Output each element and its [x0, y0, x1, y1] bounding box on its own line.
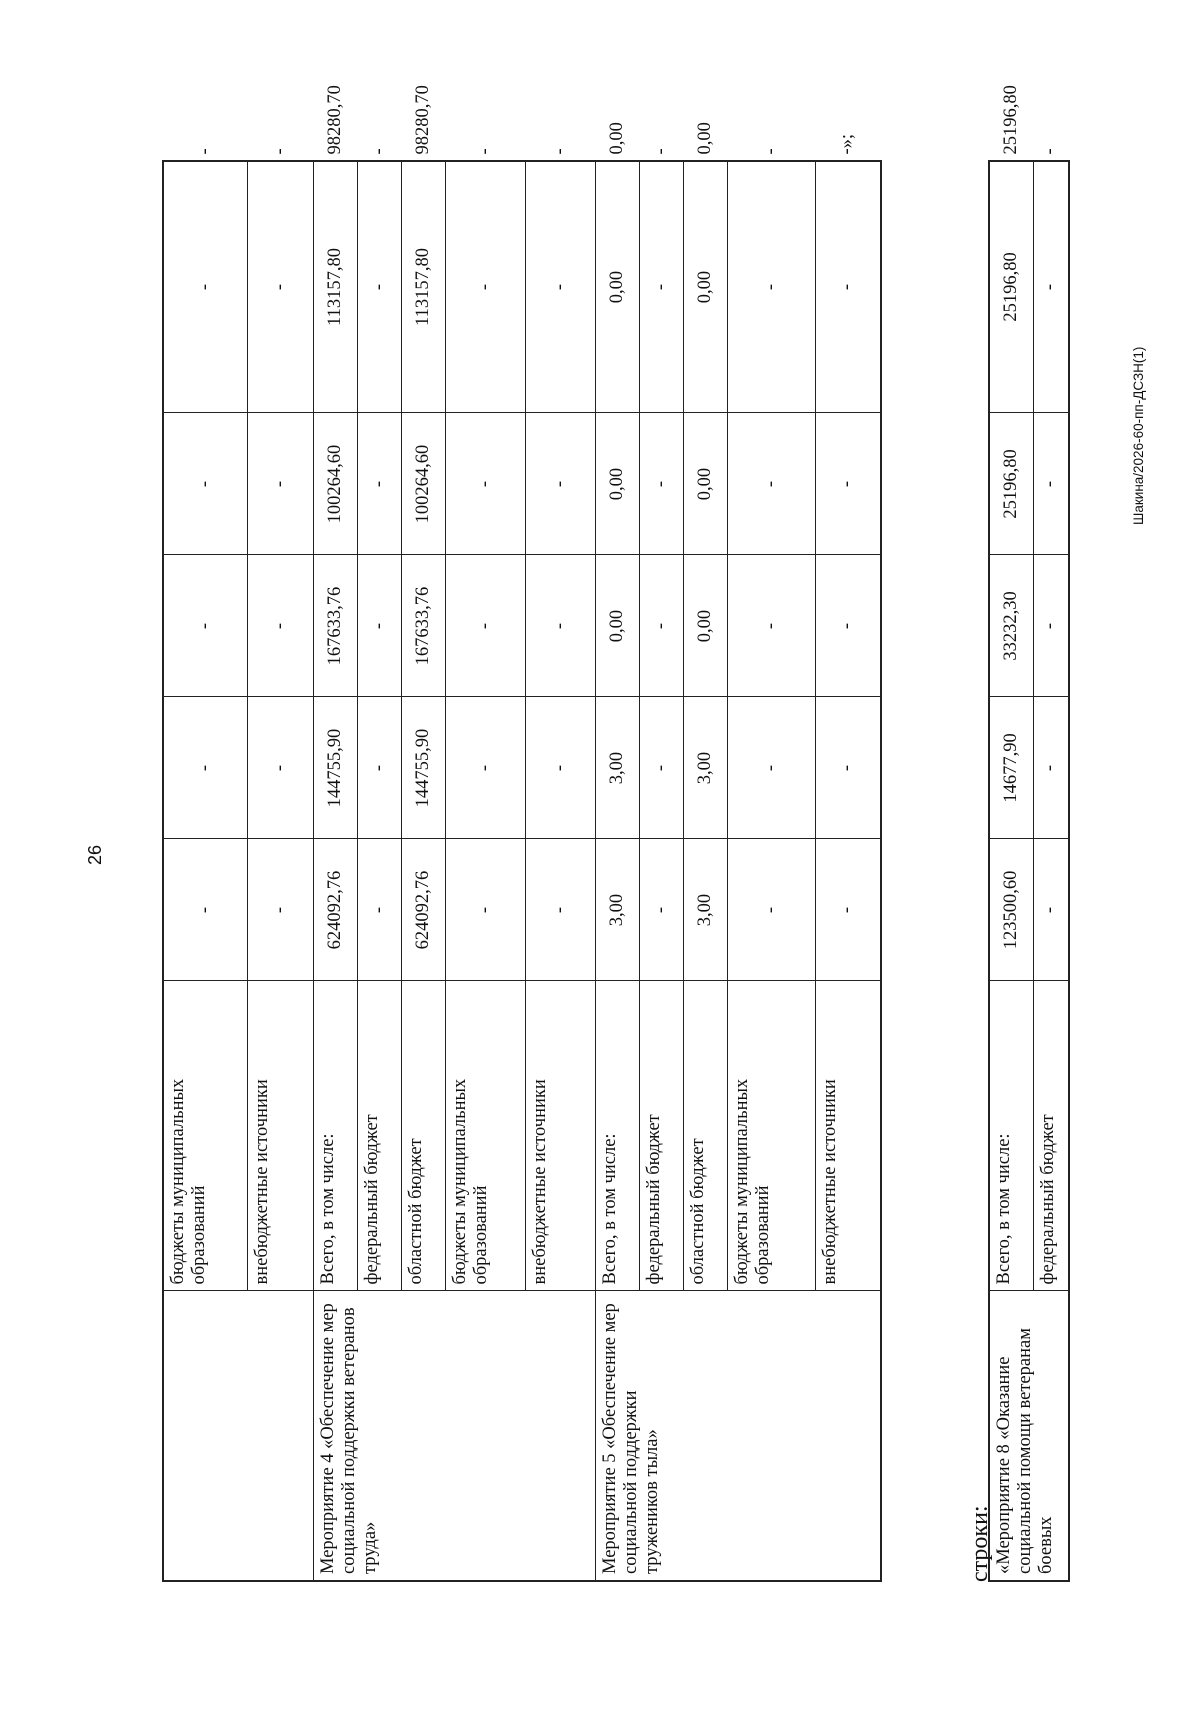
- amount-cell: -: [815, 555, 881, 697]
- amount-cell: 14677,90: [989, 697, 1033, 839]
- amount-cell: -: [727, 413, 815, 555]
- measure-title: Мероприятие 4 «Обеспечение мер социальной поддержки ветеранов труда»: [313, 1291, 595, 1581]
- amount-cell: -: [163, 555, 247, 697]
- amount-cell: -: [445, 697, 525, 839]
- table-row: областной бюджет 624092,76 144755,90 167633,76 100264,60 113157,80 98280,70: [401, 161, 445, 1581]
- amount-cell: -: [247, 839, 313, 981]
- amount-cell: -: [815, 839, 881, 981]
- funding-source: федеральный бюджет: [639, 981, 683, 1291]
- amount-cell: 0,00: [683, 161, 727, 413]
- measure-cell-empty: [163, 1291, 313, 1581]
- table-row: областной бюджет 3,00 3,00 0,00 0,00 0,00 0,00: [683, 161, 727, 1581]
- table-row: «Мероприятие 8 «Оказание социальной помощи ветеранам боевых Всего, в том числе: 123500,60 14677,90 33232,30 25196,80 25196,80 25196,80: [989, 161, 1033, 1581]
- amount-cell: 25196,80: [989, 413, 1033, 555]
- funding-source: бюджеты муниципальных образований: [163, 981, 247, 1291]
- amount-cell: -: [357, 413, 401, 555]
- table-row: бюджеты муниципальных образований - - - - - -: [445, 161, 525, 1581]
- funding-table-new-rows: [988, 85, 1070, 1582]
- amount-cell: -: [357, 839, 401, 981]
- amount-cell: 33232,30: [989, 555, 1033, 697]
- amount-cell: 113157,80: [401, 161, 445, 413]
- measure-title: «Мероприятие 8 «Оказание социальной помощи ветеранам боевых: [989, 1291, 1069, 1581]
- table-row: Мероприятие 5 «Обеспечение мер социальной поддержки тружеников тыла» Всего, в том числе: 3,00 3,00 0,00 0,00 0,00 0,00: [595, 161, 639, 1581]
- funding-source: внебюджетные источники: [525, 981, 595, 1291]
- amount-cell: 0,00: [595, 161, 639, 413]
- amount-cell: -: [727, 697, 815, 839]
- amount-cell: -: [357, 161, 401, 413]
- amount-cell: 25196,80: [989, 161, 1033, 413]
- funding-source: областной бюджет: [401, 981, 445, 1291]
- amount-cell: -: [1033, 839, 1069, 981]
- table-row: федеральный бюджет - - - - - -: [357, 161, 401, 1581]
- funding-source: внебюджетные источники: [247, 981, 313, 1291]
- measure-title: Мероприятие 5 «Обеспечение мер социальной поддержки тружеников тыла»: [595, 1291, 881, 1581]
- amount-cell: -: [639, 555, 683, 697]
- funding-source: Всего, в том числе:: [595, 981, 639, 1291]
- amount-cell: -: [163, 697, 247, 839]
- page-number: 26: [85, 844, 105, 866]
- amount-cell: -: [815, 413, 881, 555]
- amount-cell: -: [525, 697, 595, 839]
- funding-source: Всего, в том числе:: [313, 981, 357, 1291]
- amount-cell: -: [163, 161, 247, 413]
- amount-cell: 123500,60: [989, 839, 1033, 981]
- table-row: федеральный бюджет - - - - - -: [1033, 161, 1069, 1581]
- amount-cell: -: [357, 555, 401, 697]
- amount-cell: 167633,76: [401, 555, 445, 697]
- funding-table-continued: [162, 85, 882, 1582]
- amount-cell: -: [445, 161, 525, 413]
- amount-cell: -: [815, 697, 881, 839]
- funding-source: бюджеты муниципальных образований: [445, 981, 525, 1291]
- amount-cell: -: [727, 161, 815, 413]
- funding-source: внебюджетные источники: [815, 981, 881, 1291]
- amount-cell: 624092,76: [401, 839, 445, 981]
- amount-cell: 100264,60: [313, 413, 357, 555]
- amount-cell: -: [639, 697, 683, 839]
- amount-cell: -: [727, 839, 815, 981]
- amount-cell: -: [247, 555, 313, 697]
- amount-cell: 167633,76: [313, 555, 357, 697]
- section-label: строки:: [967, 1505, 993, 1582]
- amount-cell: -: [1033, 697, 1069, 839]
- amount-cell: -: [1033, 161, 1069, 413]
- amount-cell: 113157,80: [313, 161, 357, 413]
- amount-cell: -: [639, 161, 683, 413]
- funding-source: бюджеты муниципальных образований: [727, 981, 815, 1291]
- amount-cell: -: [525, 161, 595, 413]
- amount-cell: 0,00: [683, 555, 727, 697]
- amount-cell: -: [445, 839, 525, 981]
- amount-cell: 3,00: [595, 697, 639, 839]
- table-row: федеральный бюджет - - - - - -: [639, 161, 683, 1581]
- amount-cell: -: [445, 555, 525, 697]
- funding-source: федеральный бюджет: [357, 981, 401, 1291]
- amount-cell: -: [247, 161, 313, 413]
- amount-cell: -: [1033, 413, 1069, 555]
- amount-cell: -: [727, 555, 815, 697]
- funding-source: федеральный бюджет: [1033, 981, 1069, 1291]
- amount-cell: -: [639, 413, 683, 555]
- amount-cell: -: [247, 697, 313, 839]
- table-row: внебюджетные источники - - - - - -: [525, 161, 595, 1581]
- amount-cell: -: [815, 161, 881, 413]
- amount-cell: 3,00: [683, 697, 727, 839]
- amount-cell: -: [639, 839, 683, 981]
- amount-cell: 144755,90: [401, 697, 445, 839]
- amount-cell: -: [525, 555, 595, 697]
- amount-cell: 3,00: [683, 839, 727, 981]
- document-code: Шакина/2026-60-пп-ДСЗН(1): [1131, 346, 1146, 525]
- amount-cell: 624092,76: [313, 839, 357, 981]
- amount-cell: 0,00: [683, 413, 727, 555]
- amount-cell: 0,00: [595, 555, 639, 697]
- amount-cell: -: [445, 413, 525, 555]
- table-row: внебюджетные источники - - - - - -»;: [815, 161, 881, 1581]
- amount-cell: -: [1033, 555, 1069, 697]
- amount-cell: 100264,60: [401, 413, 445, 555]
- table-row: Мероприятие 4 «Обеспечение мер социальной поддержки ветеранов труда» Всего, в том числе: 624092,76 144755,90 167633,76 100264,60 113157,80 98280,70: [313, 161, 357, 1581]
- amount-cell: -: [357, 697, 401, 839]
- amount-cell: -: [163, 839, 247, 981]
- table-row: бюджеты муниципальных образований - - - - - -: [163, 161, 247, 1581]
- funding-source: Всего, в том числе:: [989, 981, 1033, 1291]
- amount-cell: -: [525, 839, 595, 981]
- table-row: внебюджетные источники - - - - - -: [247, 161, 313, 1581]
- amount-cell: -: [525, 413, 595, 555]
- amount-cell: -: [247, 413, 313, 555]
- amount-cell: 0,00: [595, 413, 639, 555]
- amount-cell: 144755,90: [313, 697, 357, 839]
- amount-cell: 3,00: [595, 839, 639, 981]
- funding-source: областной бюджет: [683, 981, 727, 1291]
- table-row: бюджеты муниципальных образований - - - - - -: [727, 161, 815, 1581]
- amount-cell: -: [163, 413, 247, 555]
